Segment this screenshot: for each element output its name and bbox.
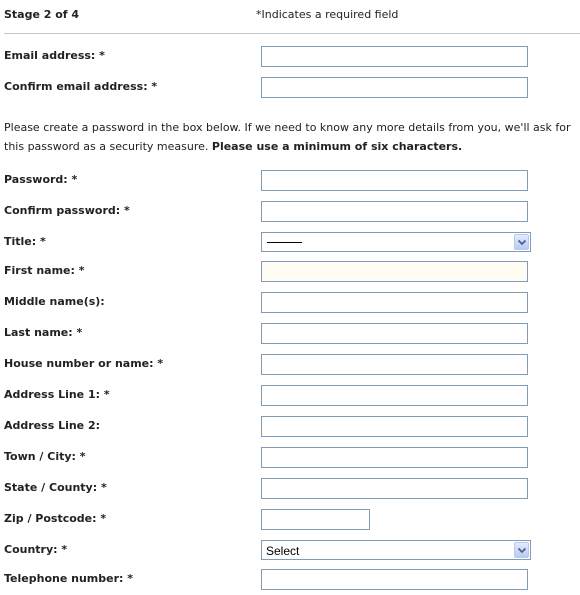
- middle-names-label: Middle name(s):: [4, 295, 105, 308]
- town-field[interactable]: [261, 447, 528, 468]
- last-name-row: [0, 323, 580, 347]
- state-field[interactable]: [261, 478, 528, 499]
- telephone-field[interactable]: [261, 569, 528, 590]
- telephone-label: Telephone number: *: [4, 572, 133, 585]
- first-name-label: First name: *: [4, 264, 85, 277]
- address1-row: [0, 385, 580, 409]
- zip-row: [0, 509, 580, 533]
- state-row: [0, 478, 580, 502]
- confirm-email-label: Confirm email address: *: [4, 80, 158, 93]
- password-instructions: [4, 118, 578, 156]
- title-select-value: [267, 242, 302, 243]
- confirm-email-row: [0, 77, 580, 101]
- house-label: House number or name: *: [4, 357, 164, 370]
- divider: [4, 33, 580, 34]
- zip-label: Zip / Postcode: *: [4, 512, 107, 525]
- required-field-note: *Indicates a required field: [256, 8, 399, 21]
- confirm-email-field[interactable]: [261, 77, 528, 98]
- password-label: Password: *: [4, 173, 78, 186]
- chevron-down-icon[interactable]: [514, 542, 529, 558]
- address1-field[interactable]: [261, 385, 528, 406]
- house-row: [0, 354, 580, 378]
- country-select-value: Select: [266, 544, 300, 558]
- title-row: [0, 232, 580, 256]
- address2-field[interactable]: [261, 416, 528, 437]
- country-row: [0, 540, 580, 564]
- address1-label: Address Line 1: *: [4, 388, 110, 401]
- state-label: State / County: *: [4, 481, 107, 494]
- email-row: [0, 46, 580, 70]
- email-label: Email address: *: [4, 49, 105, 62]
- title-select[interactable]: [261, 232, 531, 252]
- first-name-row: [0, 261, 580, 285]
- town-row: [0, 447, 580, 471]
- house-field[interactable]: [261, 354, 528, 375]
- first-name-field[interactable]: [261, 261, 528, 282]
- email-field[interactable]: [261, 46, 528, 67]
- address2-label: Address Line 2:: [4, 419, 101, 432]
- last-name-label: Last name: *: [4, 326, 83, 339]
- password-instructions-text: Please create a password in the box below. If we need to know any more details from you, we'll ask for this password as a security measure.: [4, 121, 571, 153]
- confirm-password-label: Confirm password: *: [4, 204, 130, 217]
- password-instructions-bold: Please use a minimum of six characters.: [211, 140, 463, 153]
- chevron-down-icon[interactable]: [514, 234, 529, 250]
- last-name-field[interactable]: [261, 323, 528, 344]
- zip-field[interactable]: [261, 509, 370, 530]
- password-field[interactable]: [261, 170, 528, 191]
- country-label: Country: *: [4, 543, 68, 556]
- address2-row: [0, 416, 580, 440]
- password-row: [0, 170, 580, 194]
- confirm-password-row: [0, 201, 580, 225]
- form-header: [0, 0, 580, 34]
- telephone-row: [0, 569, 580, 593]
- confirm-password-field[interactable]: [261, 201, 528, 222]
- middle-names-row: [0, 292, 580, 316]
- country-select[interactable]: [261, 540, 531, 560]
- stage-indicator: Stage 2 of 4: [4, 8, 80, 21]
- middle-names-field[interactable]: [261, 292, 528, 313]
- town-label: Town / City: *: [4, 450, 86, 463]
- title-label: Title: *: [4, 235, 46, 248]
